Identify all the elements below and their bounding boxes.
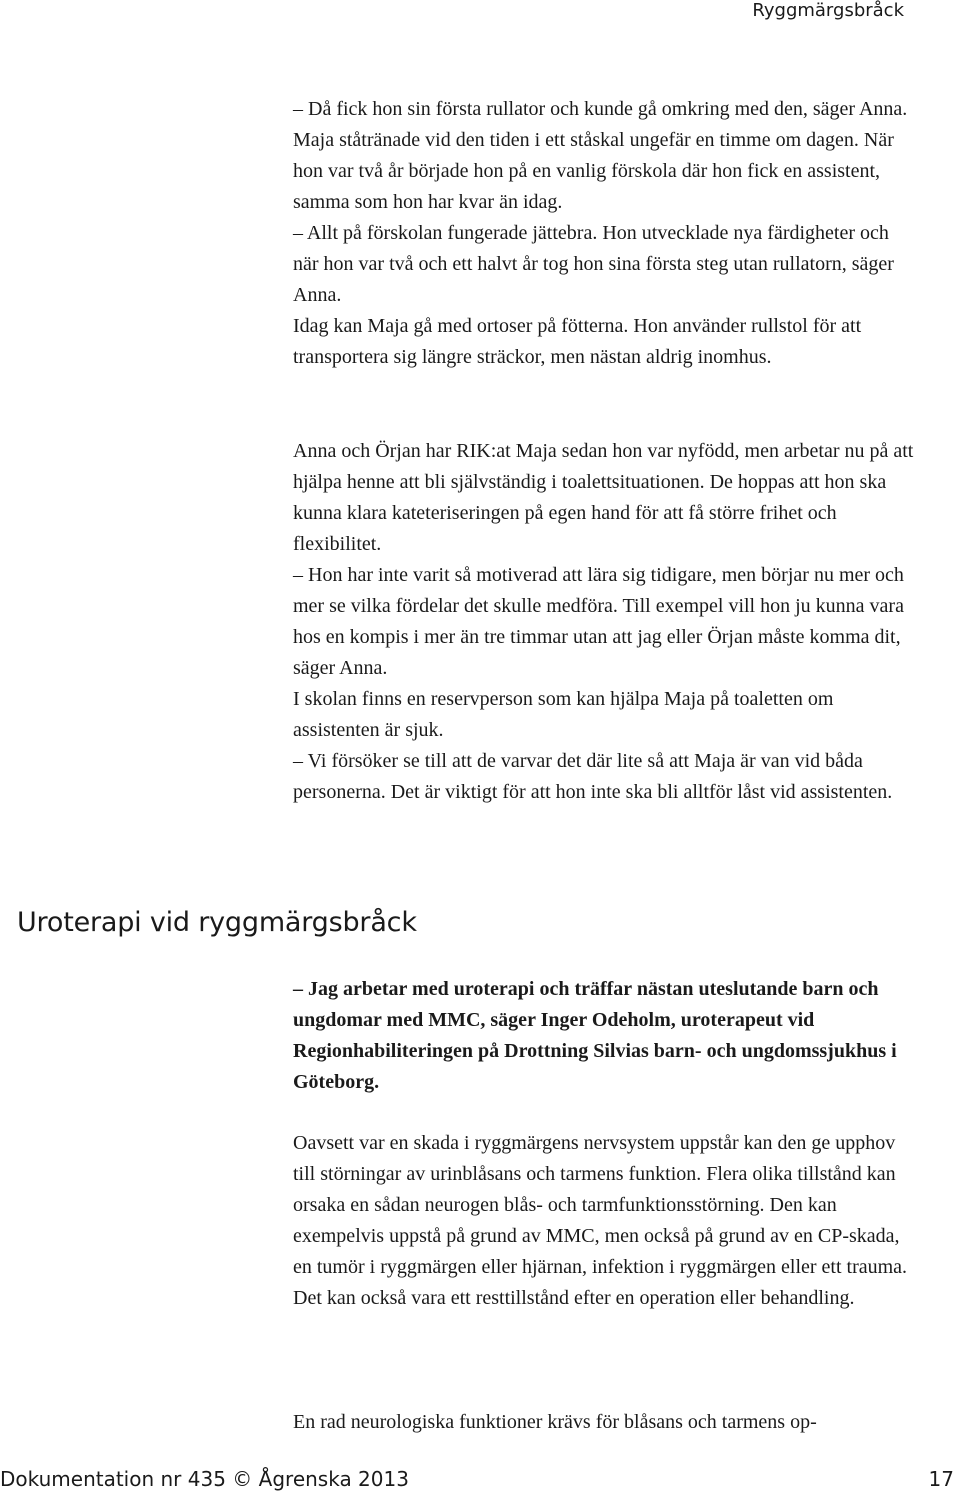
paragraph: Maja ståtränade vid den tiden i ett ståskal ungefär en timme om dagen. När hon var två år började hon på en vanlig förskola där hon fick en assistent, samma som hon har kvar än idag. (293, 129, 894, 213)
paragraph: En rad neurologiska funktioner krävs för blåsans och tarmens op- (293, 1411, 817, 1433)
paragraph: – Allt på förskolan fungerade jättebra. Hon utvecklade nya färdigheter och när hon var två och ett halvt år tog hon sina första steg utan rullatorn, säger Anna. (293, 222, 894, 306)
paragraph: Anna och Örjan har RIK:at Maja sedan hon var nyfödd, men arbetar nu på att hjälpa henne att bli självständig i toalettsituationen. De hoppas att hon ska kunna klara kateteriseringen på egen hand för att få större frihet och flexibilitet. (293, 440, 914, 555)
paragraph: I skolan finns en reservperson som kan hjälpa Maja på toaletten om assistenten är sjuk. (293, 688, 834, 741)
footer-page-number: 17 (928, 1467, 954, 1491)
paragraph: – Hon har inte varit så motiverad att lära sig tidigare, men börjar nu mer och mer se vilka fördelar det skulle medföra. Till exempel vill hon ju kunna vara hos en kompis i mer än tre timmar utan att jag eller Örjan måste komma dit, säger Anna. (293, 564, 904, 679)
lead-paragraph: – Jag arbetar med uroterapi och träffar nästan uteslutande barn och ungdomar med MMC, säger Inger Odeholm, uroterapeut vid Regionhabiliteringen på Drottning Silvias barn- och ungdomssjukhus i Göteborg. (293, 978, 897, 1093)
running-header-title: Ryggmärgsbråck (752, 0, 904, 21)
article-block-rullator (293, 94, 918, 373)
paragraph: Det kan också vara ett resttillstånd efter en operation eller behandling. (293, 1287, 855, 1309)
article-block-toalett (293, 436, 918, 808)
article-block-uroterapi (293, 1128, 918, 1314)
footer-publication: Dokumentation nr 435 © Ågrenska 2013 (0, 1467, 409, 1491)
paragraph: Oavsett var en skada i ryggmärgens nervsystem uppstår kan den ge upphov till störningar av urinblåsans och tarmens funktion. Flera olika tillstånd kan orsaka en sådan neurogen blås- och tarmfunktionsstörning. Den kan exempelvis uppstå på grund av MMC, men också på grund av en CP-skada, en tumör i ryggmärgen eller hjärnan, infektion i ryggmärgen eller ett trauma. (293, 1132, 908, 1278)
paragraph: – Vi försöker se till att de varvar det där lite så att Maja är van vid båda personerna. Det är viktigt för att hon inte ska bli alltför låst vid assistenten. (293, 750, 893, 803)
paragraph: – Då fick hon sin första rullator och kunde gå omkring med den, säger Anna. (293, 98, 908, 120)
paragraph: Idag kan Maja gå med ortoser på fötterna. Hon använder rullstol för att transportera sig längre sträckor, men nästan aldrig inomhus. (293, 315, 862, 368)
section-heading: Uroterapi vid ryggmärgsbråck (17, 907, 417, 938)
article-block-neurologi (293, 1407, 918, 1438)
